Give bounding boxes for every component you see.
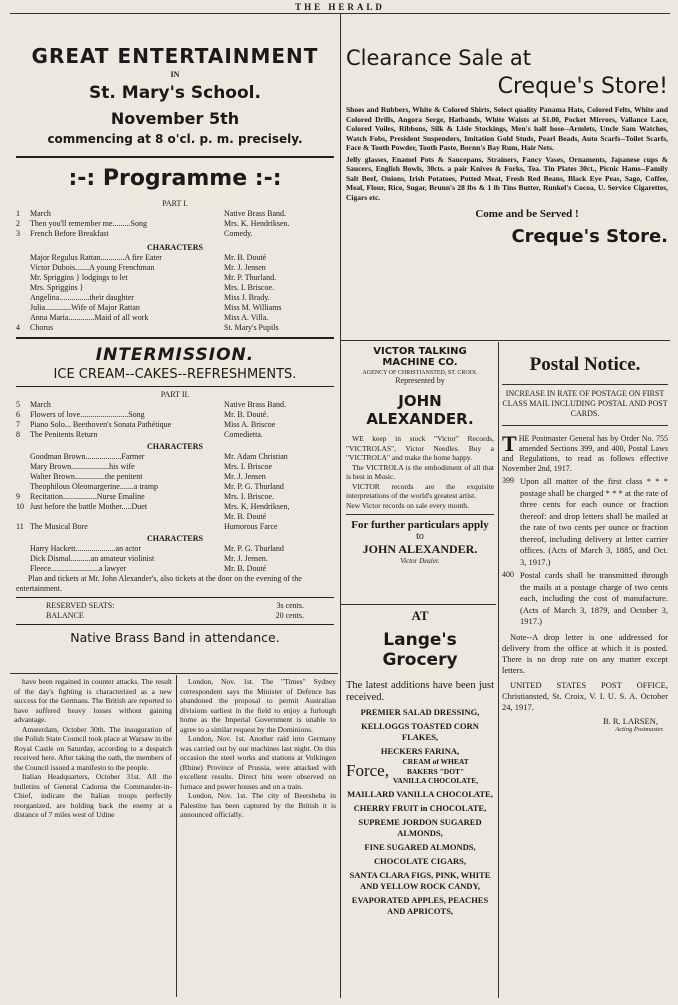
event-time: commencing at 8 o'cl. p. m. precisely. <box>47 132 303 146</box>
victor-name2: JOHN ALEXANDER. <box>362 542 478 556</box>
masthead: THE HERALD <box>10 2 670 14</box>
programme-item-row <box>16 229 334 239</box>
cast-item-performer: Mr. P. G. Thurland <box>224 544 284 553</box>
lange-force-block <box>346 757 494 786</box>
programme-item-performer: Native Brass Band. <box>224 209 286 218</box>
postal-signer-title: Acting Postmaster. <box>615 725 664 733</box>
balance-price: 20 cents. <box>275 611 304 620</box>
s400-num: 400 <box>502 570 514 579</box>
programme-item-number <box>16 512 30 522</box>
s400-text: Postal cards shall be transmitted through the mails at a postage charge of two cents each, including the cost of manufacture. (Acts of March 3, 1879, and October 3, 1917.) <box>520 570 668 626</box>
victor-ad <box>346 346 494 602</box>
cast-item-row <box>16 564 334 574</box>
lange-item: EVAPORATED APPLES, PEACHES AND APRICOTS, <box>351 894 489 916</box>
programme-item-number: 2 <box>16 219 20 228</box>
cast-item-performer: Mrs. I. Briscoe. <box>224 283 274 292</box>
cast-item-part: Goodman Brown..................Farmer <box>30 452 145 461</box>
postal-office: UNITED STATES POST OFFICE, Christiansted, St. Croix, V. I. U. S. A. October 24, 1917. <box>502 679 668 712</box>
part2-heading: PART II. <box>160 390 190 399</box>
cast-item-row <box>16 452 334 462</box>
lange-item: FINE SUGARED ALMONDS, <box>364 841 476 852</box>
victor-further: For further particulars apply <box>351 519 489 531</box>
entertainment-ad <box>16 18 334 673</box>
cast-item-row <box>16 303 334 313</box>
cast-item-indent <box>16 263 30 273</box>
victor-head: VICTOR TALKING MACHINE CO. <box>373 346 467 368</box>
lange-item: SANTA CLARA FIGS, PINK, WHITE AND YELLOW ROCK CANDY, <box>349 869 491 891</box>
victor-p2: The VICTROLA is the embodiment of all that is best in Music. <box>346 462 494 481</box>
cast-item-row <box>16 283 334 293</box>
programme-item-number: 1 <box>16 209 20 218</box>
programme-item-row <box>16 410 334 420</box>
cast-item-indent <box>16 452 30 462</box>
programme-item-part: Piano Solo... Beethoven's Sonata Pathétique <box>30 420 172 429</box>
cast-item-row <box>16 263 334 273</box>
cast-item-performer: Mr. B. Douté <box>224 253 267 262</box>
programme-item-performer: Comedietta. <box>224 430 263 439</box>
cast-item-indent <box>16 554 30 564</box>
cast-item-indent <box>16 482 30 492</box>
cast-item-row <box>16 482 334 492</box>
lange-item: CHOCOLATE CIGARS, <box>374 855 466 866</box>
creque-ad <box>346 16 668 338</box>
postal-dropcap: T <box>502 431 517 456</box>
cast-item-indent <box>16 283 30 293</box>
news-paragraph: Italian Headquarters, October 31st. All the bulletins of General Cadorna the Commander-in-Chief, indicate the Italian troops perfectly reorganized, are holding back the enemy at a distance of 7 miles west of Udine <box>14 772 172 819</box>
cast-item-indent <box>16 564 30 574</box>
balance-seats <box>16 611 334 621</box>
cast-item-part: Mrs. Spriggins } <box>30 283 84 292</box>
programme-item-row <box>16 209 334 219</box>
reserved-seats <box>16 601 334 611</box>
cast-item-part: Theophilous Oleomargerine.......a tramp <box>30 482 159 491</box>
lange-item: CHERRY FRUIT in CHOCOLATE, <box>353 802 487 813</box>
cast-item-performer: Miss A. Villa. <box>224 313 269 322</box>
programme-item-number: 10 <box>16 502 24 511</box>
part1-list <box>16 209 334 239</box>
postal-note: Note--A drop letter is one addressed for delivery from the office at which it is posted. There is no drop rate on any matter except letters. <box>502 631 668 675</box>
chorus-row <box>16 323 334 333</box>
entertainment-title: GREAT ENTERTAINMENT <box>31 44 319 68</box>
programme-item-row <box>16 219 334 229</box>
cast-item-indent <box>16 472 30 482</box>
cast-item-part: Walter Brown...............the penitent <box>30 472 143 481</box>
cast-item-part: Major Regulus Rattan............A fire Eater <box>30 253 162 262</box>
reserved-price: 3s cents. <box>276 601 304 610</box>
part2-list <box>16 400 334 440</box>
news-paragraph: Amsterdam, October 30th. The inauguration of the Polish State Council took place at Warsaw in the Royal Castle on Saturday, according to a despatch received here. After taking the oath, the members of the Council issued a manifesto to the people. <box>14 724 172 772</box>
programme-item-part: French Before Breakfast <box>30 229 109 238</box>
news-paragraph: London, Nov. 1st. The "Times" Sydney correspondent says the Minister of Defence has abandoned the proposal to permit Australian divisions earliest in the field to enjoy a furlough home as the Imperial Government is unable to agree to a similar request by the Dominions. <box>180 677 336 734</box>
programme-item-row <box>16 512 334 522</box>
cast-item-part: Julia.............Wife of Major Rattan <box>30 303 140 312</box>
reserved-label: RESERVED SEATS: <box>46 601 115 610</box>
victor-p1: WE keep in stock "Victor" Records, "VICTROLAS", Victor Needles. Buy a "VICTROLA" and make the home happy. <box>346 434 494 462</box>
postal-title: Postal Notice. <box>529 354 641 375</box>
lange-at: AT <box>411 608 429 623</box>
cast-item-performer: Mr. J. Jensen <box>224 263 266 272</box>
postal-signer: B. R. LARSEN, <box>602 715 658 726</box>
victor-p4: New Victor records on sale every month. <box>346 500 469 510</box>
cast-item-indent <box>16 253 30 263</box>
postal-sub: INCREASE IN RATE OF POSTAGE ON FIRST CLASS MAIL INCLUDING POSTAL AND POST CARDS. <box>502 389 668 418</box>
programme-item-performer: Mr. B. Douté <box>224 512 267 521</box>
programme-item-performer: Mrs. I. Briscoe. <box>224 492 274 501</box>
lange-items <box>346 707 494 757</box>
cast-item-part: Anna Maria.............Maid of all work <box>30 313 149 322</box>
programme-item-number: 7 <box>16 420 20 429</box>
programme-item-performer: Native Brass Band. <box>224 400 286 409</box>
victor-name: JOHN ALEXANDER. <box>366 392 474 428</box>
programme-item-part: Then you'll remember me.........Song <box>30 219 147 228</box>
programme-item-part <box>30 512 224 522</box>
balance-label: BALANCE <box>46 611 84 620</box>
cast-item-part: Harry Hackett....................an actor <box>30 544 142 553</box>
s399-text: Upon all matter of the first class * * * postage shall be charged * * * at the rate of three cents for each ounce or fraction thereof: and drop letters shall be mailed at the rate of two cents per ounce or fraction thereof, including delivery at letter carrier offices. (Acts of March 3, 1885, and Oct. 3, 1917.) <box>520 476 668 567</box>
cast-item-row <box>16 554 334 564</box>
cast-item-part: Dick Dismal..........an amateur violinist <box>30 554 155 563</box>
cast-item-performer: Mr. J. Jensen. <box>224 554 268 563</box>
cast-item-performer: Mrs. I. Briscoe <box>224 462 272 471</box>
cast-item-part: Fleece........................a lawyer <box>30 564 127 573</box>
lange-force-item: CREAM of WHEAT <box>402 757 469 766</box>
victor-agency: AGENCY OF CHRISTIANSTED, ST. CROIX. <box>362 370 478 376</box>
cast-item-performer: Mr. P. Thurland. <box>224 273 277 282</box>
programme-item-number: 5 <box>16 400 20 409</box>
section-399 <box>502 476 668 568</box>
victor-p3: VICTOR records are the exquisite interpretations of the world's greatest artist. <box>346 481 494 500</box>
cast-item-part: Mr. Spriggins } lodgings to let <box>30 273 128 282</box>
programme-item-part: Chorus <box>30 323 54 332</box>
news-left <box>14 677 172 999</box>
victor-to: to <box>416 531 424 542</box>
programme-item-part: Flowers of love........................Song <box>30 410 145 419</box>
characters1-heading: CHARACTERS <box>146 243 203 252</box>
entertainment-in: IN <box>170 70 180 79</box>
news-paragraph: London, Nov. 1st. Another raid into Germany was carried out by our machines last night. On this occasion the steel works and stations at Volkingen (Rhine) Province of Prussia, were attacked with excellent results. Direct hits were observed on furnace and power houses and on a train. <box>180 734 336 791</box>
cast1-list <box>16 253 334 323</box>
programme-item-row <box>16 420 334 430</box>
section-400 <box>502 570 668 628</box>
characters3-heading: CHARACTERS <box>146 534 203 543</box>
creque-sign: Creque's Store. <box>511 226 668 247</box>
programme-item-performer: Mrs. K. Hendriksen. <box>224 219 290 228</box>
programme-item-part: Just before the battle Mother.....Duet <box>30 502 148 511</box>
characters2-heading: CHARACTERS <box>146 442 203 451</box>
news-right <box>180 677 336 999</box>
programme-item-row <box>16 430 334 440</box>
creque-served: Come and be Served ! <box>475 208 579 220</box>
cast-item-row <box>16 313 334 323</box>
lange-force-item: BAKERS "DOT" <box>406 766 465 776</box>
lange-force-item: VANILLA CHOCOLATE, <box>392 776 479 785</box>
creque-text1: Shoes and Rubbers, White & Colored Shirts, Select quality Panama Hats, Colored Felts, White and Colored Drills, Angora Serge, Hatbands, White Waists at $1.00, Pocket Mirrors, Vallance Lace, Colored Voiles, Ribbons, Silk & Lisle Stockings, Men's half hose--Armlets, Uncle Sam Watches, Watch Fobs, President Suspenders, Imitation Gold Studs, Pearl Beads, Auto Scarfs--Toilet Scarfs, Face & Tooth Powder, Tooth Paste, Bornn's Bay Rum, Hair Nets. <box>346 105 668 152</box>
programme-item-performer: Mr. B. Douté. <box>224 410 269 419</box>
programme-item-performer: Humorous Farce <box>224 522 278 531</box>
cast-item-performer: Miss J. Brady. <box>224 293 270 302</box>
news-paragraph: London, Nov. 1st. The city of Beersheba in Palestine has been captured by the British it is announced officially. <box>180 791 336 819</box>
lange-item: PREMIER SALAD DRESSING, <box>360 707 480 717</box>
programme-item-row <box>16 522 334 532</box>
lange-item: KELLOGGS TOASTED CORN FLAKES, <box>361 721 479 742</box>
programme-item-number: 4 <box>16 323 20 332</box>
lange-item: HECKERS FARINA, <box>380 746 460 756</box>
cast-item-row <box>16 462 334 472</box>
programme-item-performer: St. Mary's Pupils <box>224 323 279 332</box>
cast-item-performer: Mr. P. G. Thurland <box>224 482 284 491</box>
cast-item-performer: Miss M. Williams <box>224 303 282 312</box>
cast-item-part: Mary Brown...................his wife <box>30 462 135 471</box>
cast-item-performer: Mr. Adam Christian <box>224 452 288 461</box>
cast-item-part: Victor Dubois.......A young Frenchman <box>30 263 155 272</box>
programme-item-row <box>16 492 334 502</box>
s399-num: 399 <box>502 476 514 485</box>
lange-force: Force, <box>346 761 389 781</box>
event-date: November 5th <box>110 109 240 128</box>
news-right-text <box>180 677 336 820</box>
creque-store: Creque's Store! <box>497 74 668 99</box>
newspaper-page <box>10 0 670 1000</box>
programme-item-number: 11 <box>16 522 24 531</box>
lange-item: MAILLARD VANILLA CHOCOLATE, <box>347 788 493 799</box>
lange-force-items <box>393 757 478 786</box>
lange-title: Lange's Grocery <box>382 630 458 670</box>
news-paragraph: have been regained in counter attacks. The result of the day's fighting is characterized as a new success for the Germans. The British are reported to have suffered heavy losses without gaining advantage. <box>14 677 172 724</box>
victor-rep: Represented by <box>395 376 445 385</box>
programme-item-row <box>16 400 334 410</box>
programme-heading: :-: Programme :-: <box>68 166 282 191</box>
news-left-text <box>14 677 172 820</box>
programme-item-part: The Penitents Return <box>30 430 98 439</box>
lange-latest: The latest additions have been just received. <box>346 680 494 703</box>
programme-item-row <box>16 323 334 333</box>
cast-item-indent <box>16 544 30 554</box>
cast-item-indent <box>16 293 30 303</box>
cast-item-indent <box>16 462 30 472</box>
cast2-list <box>16 452 334 492</box>
cast-item-row <box>16 472 334 482</box>
cast-item-row <box>16 293 334 303</box>
programme-item-row <box>16 502 334 512</box>
tickets-note: Plan and tickets at Mr. John Alexander's, also tickets at the door on the evening of the entertainment. <box>16 574 302 593</box>
cast-item-performer: Mr. J. Jensen <box>224 472 266 481</box>
cast-item-row <box>16 273 334 283</box>
cast-item-indent <box>16 273 30 283</box>
intermission-heading: INTERMISSION. <box>95 345 255 365</box>
programme-item-part: March <box>30 209 51 218</box>
creque-text2: Jelly glasses, Enamel Pots & Saucepans, Strainers, Fancy Vases, Ornaments, Japanese cups & Saucers, English Bowls, 30cts. a pair Knives & Forks, Tea. Tin Plates 30ct., Picnic Hams--Family Salt Beef, Onions, Irish Potatoes, Potted Meat, Fresh Red Beans, Black Eye Peas, Sago, Coffee, Meal, Flour, Rice, Sugar, Brunn's 28 lbs & 1 lb Tins Butter, Runkel's Cocoa, U. Service Cigarettes, Cigars etc. <box>346 154 668 202</box>
part2b-list <box>16 492 334 532</box>
lange-items2 <box>346 789 494 917</box>
programme-item-number: 3 <box>16 229 20 238</box>
cast-item-performer: Mr. B. Douté <box>224 564 267 573</box>
refreshments: ICE CREAM--CAKES--REFRESHMENTS. <box>53 367 297 382</box>
programme-item-number: 6 <box>16 410 20 419</box>
creque-title: Clearance Sale at <box>346 46 531 70</box>
part1-heading: PART I. <box>162 199 188 208</box>
school-name: St. Mary's School. <box>89 83 261 103</box>
programme-item-number: 9 <box>16 492 20 501</box>
cast3-list <box>16 544 334 574</box>
cast-item-indent <box>16 313 30 323</box>
cast-item-part: Angelina...............their daughter <box>30 293 134 302</box>
programme-item-performer: Comedy. <box>224 229 253 238</box>
cast-item-row <box>16 253 334 263</box>
programme-item-performer: Mrs. K. Hendriksen, <box>224 502 290 511</box>
programme-item-number: 8 <box>16 430 20 439</box>
lange-ad <box>346 608 494 1000</box>
programme-item-part: March <box>30 400 51 409</box>
programme-item-part: Recitation.................Nurse Emaline <box>30 492 145 501</box>
postal-intro-text: HE Postmaster General has by Order No. 755 amended Sections 399, and 400, Postal Laws and Regulations, to read as follows effective November 2nd, 1917. <box>502 434 668 473</box>
band-attendance: Native Brass Band in attendance. <box>70 630 280 645</box>
postal-notice <box>502 346 668 998</box>
postal-intro <box>502 431 668 474</box>
programme-item-part: The Musical Bore <box>30 522 88 531</box>
lange-item: SUPREME JORDON SUGARED ALMONDS, <box>358 816 482 838</box>
cast-item-indent <box>16 303 30 313</box>
programme-item-performer: Miss A. Briscoe <box>224 420 276 429</box>
cast-item-row <box>16 544 334 554</box>
victor-dealer: Victor Dealer. <box>400 557 440 565</box>
